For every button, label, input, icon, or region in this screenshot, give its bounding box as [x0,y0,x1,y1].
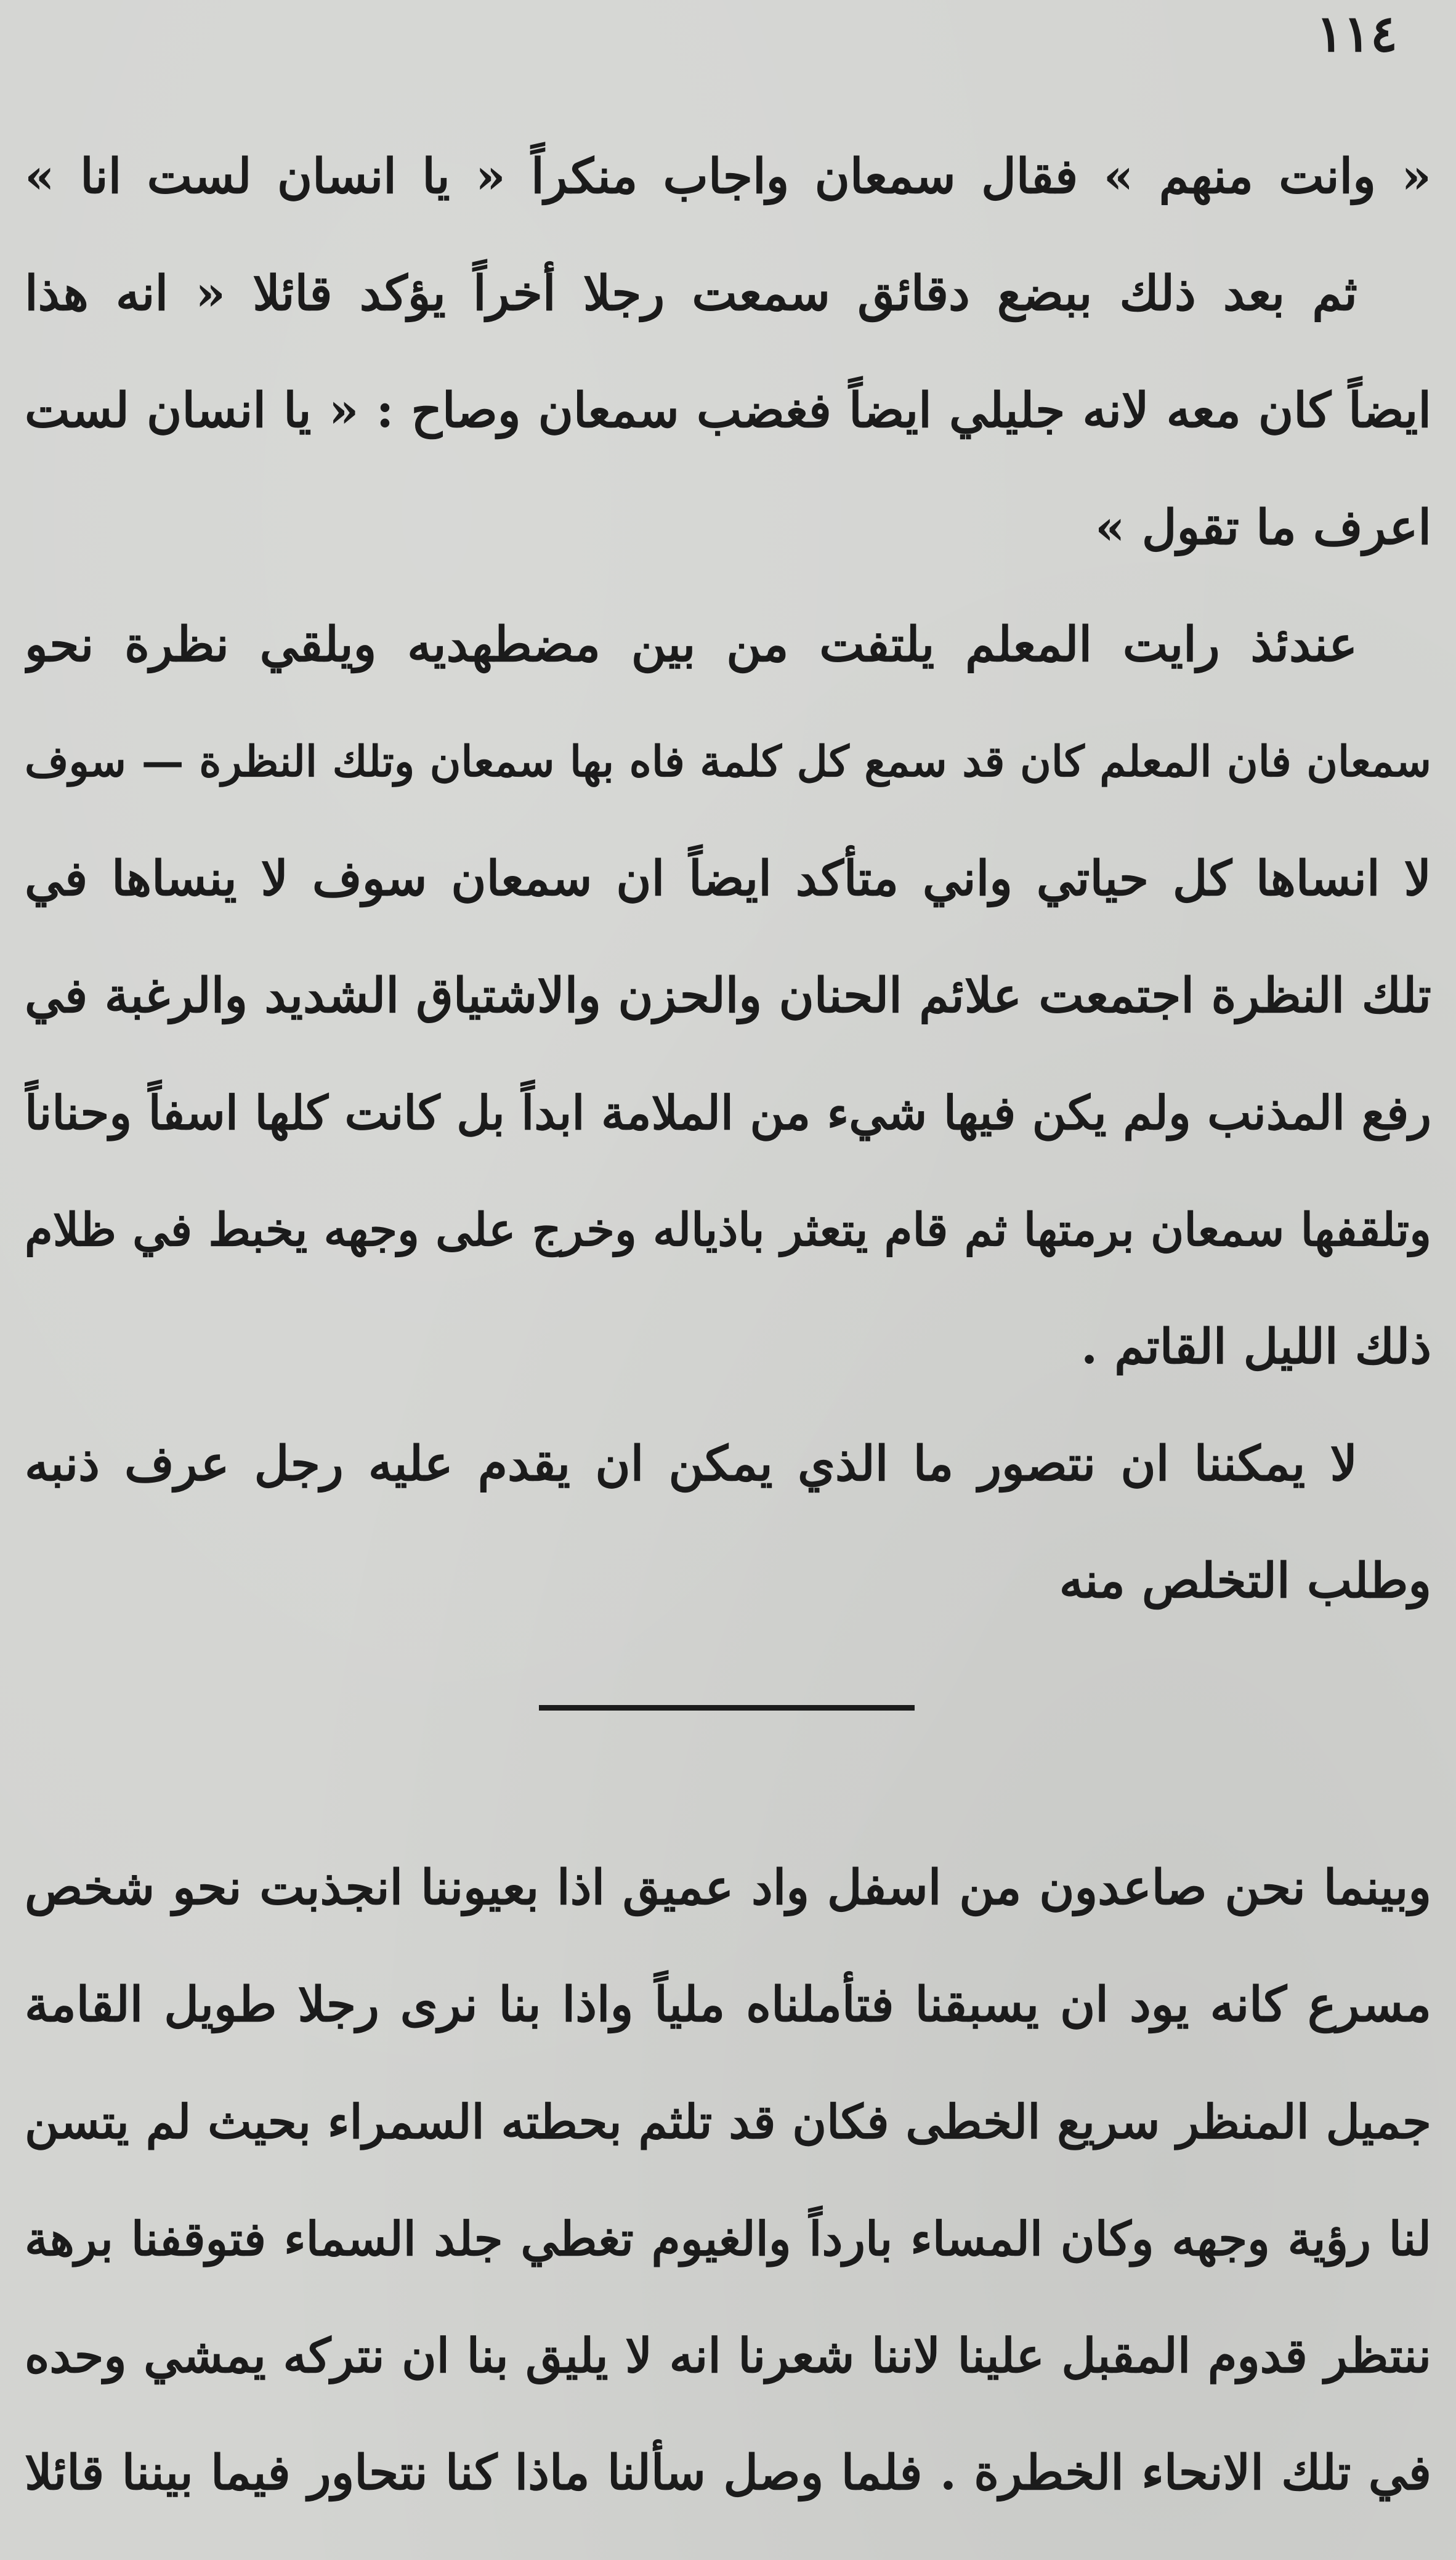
section-divider [539,1705,915,1711]
text-line: ذلك الليل القاتم . [1080,1319,1431,1375]
text-line: لنا رؤية وجهه وكان المساء بارداً والغيوم تغطي جلد السماء فتوقفنا برهة [25,2211,1431,2266]
top-paragraphs [25,118,1431,1640]
text-line: لا انساها كل حياتي واني متأكد ايضاً ان سمعان سوف لا ينساها في [25,851,1431,907]
text-line: ايضاً كان معه لانه جليلي ايضاً فغضب سمعان وصاح : « يا انسان لست [25,383,1431,439]
text-line: جميل المنظر سريع الخطى فكان قد تلثم بحطته السمراء بحيث لم يتسن [25,2094,1431,2149]
text-line: وبينما نحن صاعدون من اسفل واد عميق اذا بعيوننا انجذبت نحو شخص [25,1860,1431,1916]
text-line: سمعان فان المعلم كان قد سمع كل كلمة فاه بها سمعان وتلك النظرة — سوف [25,737,1431,787]
text-line: ننتظر قدوم المقبل علينا لاننا شعرنا انه لا يليق بنا ان نتركه يمشي وحده [25,2328,1431,2384]
text-line: لا يمكننا ان نتصور ما الذي يمكن ان يقدم عليه رجل عرف ذنبه [25,1436,1357,1492]
page-number: ١١٤ [1316,4,1397,63]
text-line: اعرف ما تقول » [1095,500,1431,556]
bottom-paragraph [25,1829,1431,2532]
text-line: « وانت منهم » فقال سمعان واجاب منكراً « يا انسان لست انا » [25,148,1431,205]
text-line: في تلك الانحاء الخطرة . فلما وصل سألنا ماذا كنا نتحاور فيما بيننا قائلا [25,2445,1431,2501]
text-line: تلك النظرة اجتمعت علائم الحنان والحزن والاشتياق الشديد والرغبة في [25,968,1431,1024]
text-line: رفع المذنب ولم يكن فيها شيء من الملامة ابداً بل كانت كلها اسفاً وحناناً [25,1085,1431,1140]
text-line: عندئذ رايت المعلم يلتفت من بين مضطهديه ويلقي نظرة نحو [25,617,1357,673]
text-line: وطلب التخلص منه [1059,1553,1431,1609]
text-line: مسرع كانه يود ان يسبقنا فتأملناه ملياً واذا بنا نرى رجلا طويل القامة [25,1977,1431,2033]
text-line: وتلقفها سمعان برمتها ثم قام يتعثر باذياله وخرج على وجهه يخبط في ظلام [25,1204,1431,1257]
text-line: ثم بعد ذلك ببضع دقائق سمعت رجلا أخراً يؤكد قائلا « انه هذا [25,265,1357,322]
